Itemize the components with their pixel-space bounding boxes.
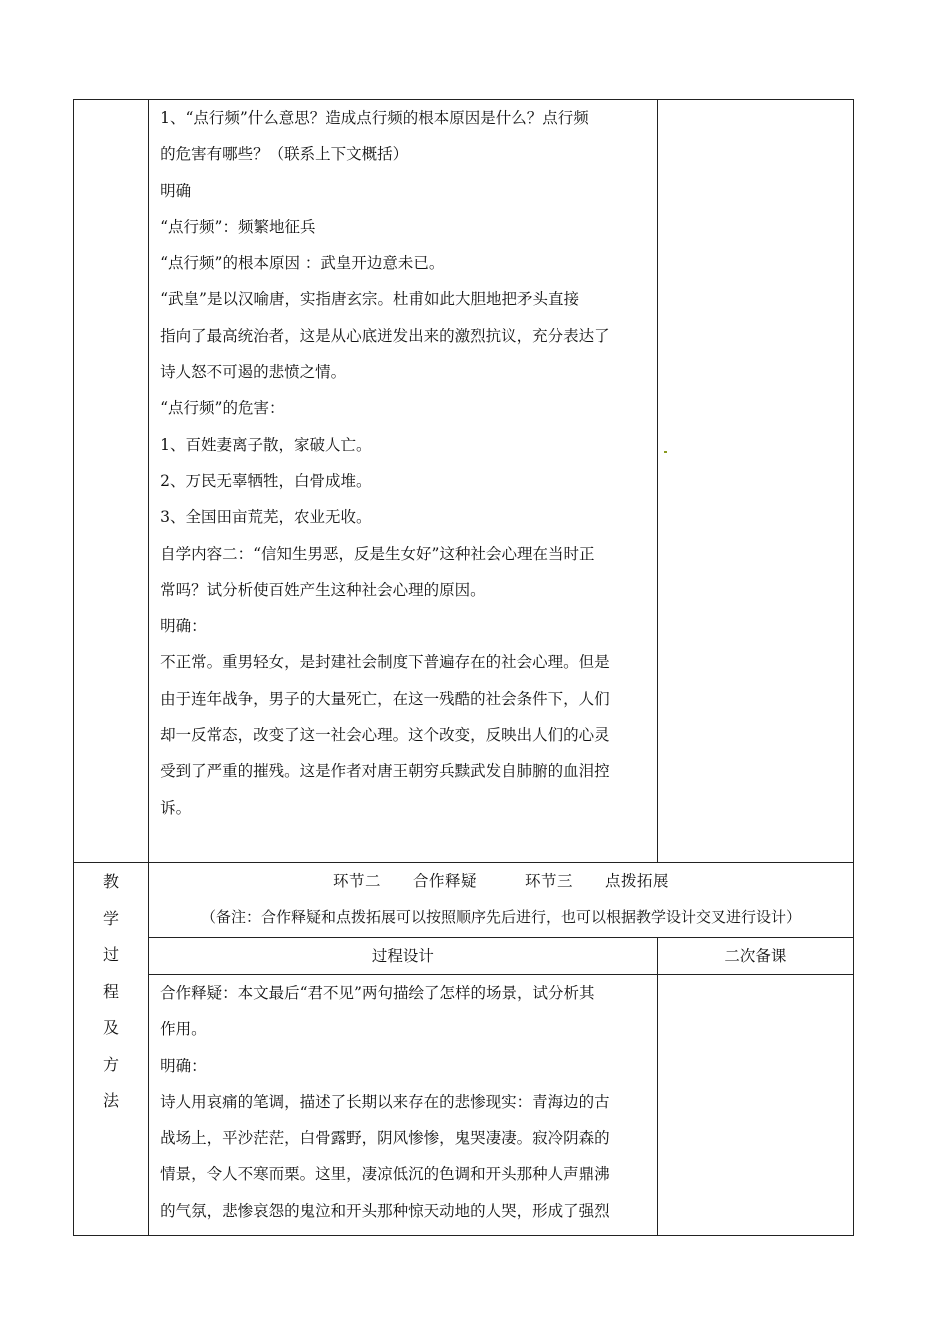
text-line: 的危害有哪些？（联系上下文概括） [160, 145, 409, 164]
section-heading-row [74, 863, 854, 938]
text-line: 1、百姓妻离子散，家破人亡。 [160, 435, 372, 454]
lesson-table [73, 99, 854, 1236]
text-line: “点行频”的根本原因 ：武皇开边意未已。 [160, 254, 445, 273]
label-char: 学 [103, 908, 120, 928]
text-line: 却一反常态，改变了这一社会心理。这个改变，反映出人们的心灵 [160, 726, 610, 745]
text-line: 不正常。重男轻女，是封建社会制度下普遍存在的社会心理。但是 [160, 653, 610, 672]
section-heading [149, 863, 853, 935]
top-left-cell [74, 100, 149, 863]
text-line: 诗人用哀痛的笔调，描述了长期以来存在的悲惨现实：青海边的古 [160, 1092, 610, 1111]
text-line: “点行频”：频繁地征兵 [160, 217, 316, 236]
second-prep-header: 二次备课 [724, 947, 787, 965]
label-char: 及 [103, 1018, 120, 1037]
label-char: 教 [103, 872, 120, 891]
bottom-notes-cell [657, 975, 853, 1236]
text-line: 2、万民无辜牺牲，白骨成堆。 [160, 471, 372, 490]
label-char: 过 [103, 945, 120, 964]
text-line: 诉。 [160, 798, 192, 817]
section-title: 环节二 合作释疑 环节三 点拨拓展 [333, 872, 670, 890]
section-note: （备注：合作释疑和点拨拓展可以按照顺序先后进行，也可以根据教学设计交叉进行设计） [201, 908, 802, 926]
process-design-header: 过程设计 [371, 947, 434, 965]
text-line: 合作释疑：本文最后“君不见”两句描绘了怎样的场景，试分析其 [160, 984, 595, 1002]
label-char: 法 [103, 1091, 120, 1110]
second-prep-header-cell [657, 938, 853, 975]
vertical-label [74, 863, 148, 1120]
text-line: 诗人怒不可遏的悲愤之情。 [160, 363, 347, 382]
bottom-content [149, 975, 657, 1229]
top-notes-cell [657, 100, 853, 863]
text-line: 作用。 [160, 1020, 207, 1039]
text-line: 由于连年战争，男子的大量死亡，在这一残酷的社会条件下，人们 [160, 689, 610, 708]
process-header-cell [149, 938, 658, 975]
bottom-row [74, 975, 854, 1236]
bottom-content-cell [149, 975, 658, 1236]
top-row [74, 100, 854, 863]
text-line: 自学内容二：“信知生男恶，反是生女好”这种社会心理在当时正 [160, 544, 595, 563]
column-header-row [74, 938, 854, 975]
top-content [149, 100, 657, 826]
text-line: 明确 [160, 181, 192, 200]
text-line: 情景，令人不寒而栗。这里，凄凉低沉的色调和开头那种人声鼎沸 [160, 1165, 610, 1184]
text-line: 受到了严重的摧残。这是作者对唐王朝穷兵黩武发自肺腑的血泪控 [160, 762, 610, 781]
text-line: “武皇”是以汉喻唐，实指唐玄宗。杜甫如此大胆地把矛头直接 [160, 290, 579, 309]
text-line: 常吗？试分析使百姓产生这种社会心理的原因。 [160, 580, 486, 599]
text-line: 3、全国田亩荒芜，农业无收。 [160, 508, 372, 527]
text-line: 明确： [160, 617, 207, 636]
section-heading-cell [149, 863, 854, 938]
text-line: “点行频”的危害： [160, 399, 285, 418]
text-line: 明确： [160, 1056, 207, 1075]
text-line: 1、“点行频”什么意思？造成点行频的根本原因是什么？点行频 [160, 109, 589, 127]
speck-mark [664, 451, 667, 453]
label-char: 程 [103, 981, 120, 1001]
left-label-cell [74, 863, 149, 1236]
top-content-cell [149, 100, 658, 863]
label-char: 方 [103, 1054, 120, 1074]
text-line: 的气氛，悲惨哀怨的鬼泣和开头那种惊天动地的人哭，形成了强烈 [160, 1201, 610, 1220]
text-line: 指向了最高统治者，这是从心底迸发出来的激烈抗议，充分表达了 [160, 326, 610, 345]
text-line: 战场上，平沙茫茫，白骨露野，阴风惨惨，鬼哭凄凄。寂冷阴森的 [160, 1129, 610, 1148]
